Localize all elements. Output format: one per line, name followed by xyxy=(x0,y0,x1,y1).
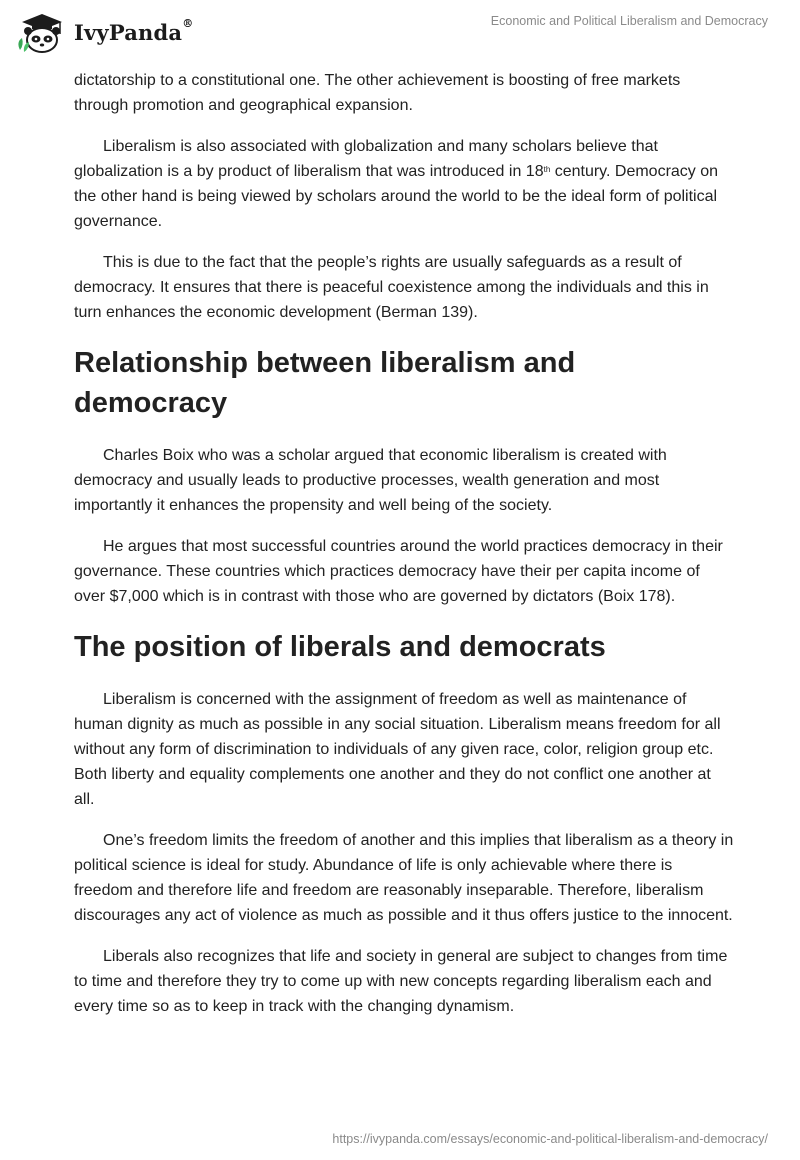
section-heading: The position of liberals and democrats xyxy=(74,631,606,663)
paragraph: Liberals also recognizes that life and society in general are subject to changes from time to time and therefore they try to come up with new concepts regarding liberalism each and every time so as to keep in track with the changing dynamism. xyxy=(74,948,728,1015)
paragraph: Charles Boix who was a scholar argued that economic liberalism is created with democracy and usually leads to productive processes, wealth generation and most importantly it enhances the propensity and well being of the society. xyxy=(74,447,667,514)
paragraph: This is due to the fact that the people’s rights are usually safeguards as a result of democracy. It ensures that there is peaceful coexistence among the individuals and this in turn enhances the economic development (Berman 139). xyxy=(74,254,709,321)
page-header xyxy=(0,0,800,70)
paragraph: dictatorship to a constitutional one. The other achievement is boosting of free markets through promotion and geographical expansion. xyxy=(74,72,681,114)
brand-name: IvyPanda® xyxy=(74,16,194,45)
source-url[interactable]: https://ivypanda.com/essays/economic-and-political-liberalism-and-democracy/ xyxy=(332,1132,768,1146)
essay-body xyxy=(74,68,734,1035)
logo[interactable] xyxy=(14,10,193,54)
paragraph: One’s freedom limits the freedom of another and this implies that liberalism as a theory in political science is ideal for study. Abundance of life is only achievable where there is freedom and therefore life and freedom are reasonably inseparable. Therefore, liberalism discourages any act of violence as much as possible and it thus offers justice to the innocent. xyxy=(74,832,734,924)
paragraph: Liberalism is also associated with globalization and many scholars believe that globalization is a by product of liberalism that was introduced in 18th century. Democracy on the other hand is being viewed by scholars around the world to be the ideal form of political governance. xyxy=(74,138,719,230)
document-title: Economic and Political Liberalism and Democracy xyxy=(490,14,768,28)
panda-graduate-icon xyxy=(14,10,70,54)
section-heading: Relationship between liberalism and democracy xyxy=(74,347,576,419)
paragraph: Liberalism is concerned with the assignment of freedom as well as maintenance of human dignity as much as possible in any social situation. Liberalism means freedom for all without any form of discrimination to individuals of any given race, color, religion group etc. Both liberty and equality complements one another and they do not conflict one another at all. xyxy=(74,691,721,808)
paragraph: He argues that most successful countries around the world practices democracy in their governance. These countries which practices democracy have their per capita income of over $7,000 which is in contrast with those who are governed by dictators (Boix 178). xyxy=(74,538,723,605)
